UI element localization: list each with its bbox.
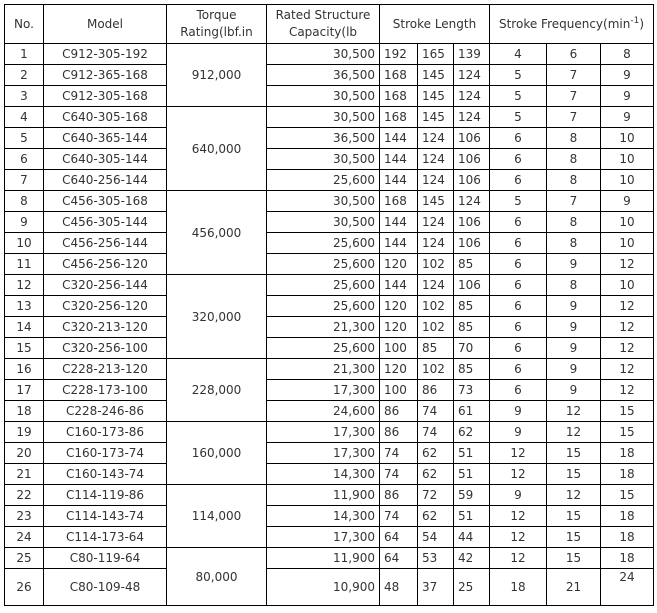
spec-table — [4, 4, 654, 606]
stroke-length-cell: 86 — [380, 422, 418, 443]
stroke-frequency-cell: 9 — [547, 254, 601, 275]
capacity-cell: 36,500 — [267, 65, 380, 86]
stroke-length-cell: 144 — [380, 149, 418, 170]
stroke-length-cell: 124 — [454, 65, 490, 86]
table-row — [5, 44, 654, 65]
stroke-frequency-cell: 6 — [490, 359, 547, 380]
stroke-frequency-cell: 8 — [547, 149, 601, 170]
stroke-length-cell: 74 — [380, 443, 418, 464]
model-cell: C640-305-144 — [44, 149, 167, 170]
stroke-frequency-cell: 15 — [601, 422, 654, 443]
stroke-length-cell: 86 — [380, 485, 418, 506]
stroke-frequency-cell: 4 — [490, 44, 547, 65]
stroke-frequency-cell: 18 — [601, 527, 654, 548]
stroke-length-cell: 100 — [380, 380, 418, 401]
row-number: 2 — [5, 65, 44, 86]
stroke-frequency-cell: 18 — [601, 506, 654, 527]
header-stroke-frequency-exponent: -1 — [630, 15, 640, 26]
capacity-cell: 17,300 — [267, 380, 380, 401]
capacity-cell: 11,900 — [267, 485, 380, 506]
capacity-cell: 25,600 — [267, 338, 380, 359]
stroke-length-cell: 124 — [418, 149, 454, 170]
stroke-length-cell: 106 — [454, 212, 490, 233]
stroke-frequency-cell: 12 — [490, 548, 547, 569]
row-number: 3 — [5, 86, 44, 107]
stroke-length-cell: 85 — [454, 296, 490, 317]
row-number: 15 — [5, 338, 44, 359]
stroke-frequency-cell: 10 — [601, 233, 654, 254]
stroke-length-cell: 144 — [380, 275, 418, 296]
header-stroke-frequency-close: ) — [639, 16, 645, 31]
model-cell: C228-213-120 — [44, 359, 167, 380]
stroke-frequency-cell: 15 — [547, 548, 601, 569]
row-number: 20 — [5, 443, 44, 464]
capacity-cell: 25,600 — [267, 233, 380, 254]
stroke-frequency-cell: 18 — [601, 443, 654, 464]
stroke-length-cell: 144 — [380, 212, 418, 233]
stroke-length-cell: 124 — [454, 86, 490, 107]
table-row — [5, 317, 654, 338]
table-row — [5, 170, 654, 191]
row-number: 18 — [5, 401, 44, 422]
model-cell: C320-256-144 — [44, 275, 167, 296]
row-number: 1 — [5, 44, 44, 65]
stroke-length-cell: 124 — [418, 275, 454, 296]
stroke-length-cell: 124 — [418, 233, 454, 254]
stroke-length-cell: 86 — [380, 401, 418, 422]
stroke-frequency-cell: 6 — [547, 44, 601, 65]
model-cell: C320-256-120 — [44, 296, 167, 317]
stroke-frequency-cell: 18 — [490, 569, 547, 606]
stroke-frequency-cell: 9 — [601, 65, 654, 86]
stroke-length-cell: 72 — [418, 485, 454, 506]
table-row — [5, 233, 654, 254]
stroke-length-cell: 62 — [418, 506, 454, 527]
model-cell: C114-143-74 — [44, 506, 167, 527]
capacity-cell: 11,900 — [267, 548, 380, 569]
stroke-frequency-cell: 15 — [601, 401, 654, 422]
stroke-frequency-cell: 6 — [490, 296, 547, 317]
table-row — [5, 65, 654, 86]
header-torque: Torque Rating(lbf.in — [167, 5, 267, 44]
spec-table-wrapper — [4, 4, 654, 606]
capacity-cell: 17,300 — [267, 422, 380, 443]
stroke-frequency-cell: 24 — [601, 569, 654, 606]
table-row — [5, 443, 654, 464]
table-row — [5, 464, 654, 485]
row-number: 6 — [5, 149, 44, 170]
stroke-length-cell: 165 — [418, 44, 454, 65]
stroke-frequency-cell: 12 — [601, 359, 654, 380]
stroke-frequency-cell: 9 — [547, 296, 601, 317]
table-row — [5, 506, 654, 527]
stroke-frequency-cell: 6 — [490, 380, 547, 401]
capacity-cell: 30,500 — [267, 86, 380, 107]
torque-rating-cell: 640,000 — [167, 107, 267, 191]
stroke-length-cell: 102 — [418, 317, 454, 338]
stroke-frequency-cell: 9 — [547, 380, 601, 401]
stroke-length-cell: 106 — [454, 128, 490, 149]
stroke-length-cell: 120 — [380, 359, 418, 380]
stroke-frequency-cell: 8 — [547, 233, 601, 254]
stroke-length-cell: 74 — [380, 506, 418, 527]
stroke-length-cell: 70 — [454, 338, 490, 359]
stroke-length-cell: 145 — [418, 107, 454, 128]
stroke-length-cell: 74 — [418, 401, 454, 422]
table-row — [5, 296, 654, 317]
row-number: 8 — [5, 191, 44, 212]
table-row — [5, 527, 654, 548]
capacity-cell: 30,500 — [267, 44, 380, 65]
stroke-length-cell: 106 — [454, 149, 490, 170]
table-row — [5, 485, 654, 506]
stroke-frequency-cell: 8 — [547, 128, 601, 149]
stroke-frequency-cell: 5 — [490, 191, 547, 212]
stroke-length-cell: 139 — [454, 44, 490, 65]
stroke-frequency-cell: 7 — [547, 86, 601, 107]
stroke-length-cell: 73 — [454, 380, 490, 401]
stroke-length-cell: 51 — [454, 464, 490, 485]
header-no: No. — [5, 5, 44, 44]
stroke-length-cell: 85 — [454, 317, 490, 338]
stroke-length-cell: 124 — [454, 107, 490, 128]
header-row — [5, 5, 654, 44]
model-cell: C114-173-64 — [44, 527, 167, 548]
stroke-length-cell: 102 — [418, 254, 454, 275]
model-cell: C456-256-144 — [44, 233, 167, 254]
stroke-length-cell: 120 — [380, 296, 418, 317]
stroke-frequency-cell: 7 — [547, 191, 601, 212]
capacity-cell: 21,300 — [267, 359, 380, 380]
row-number: 24 — [5, 527, 44, 548]
table-row — [5, 254, 654, 275]
stroke-length-cell: 64 — [380, 527, 418, 548]
stroke-frequency-cell: 21 — [547, 569, 601, 606]
capacity-cell: 14,300 — [267, 464, 380, 485]
stroke-frequency-cell: 6 — [490, 338, 547, 359]
stroke-length-cell: 168 — [380, 86, 418, 107]
table-row — [5, 86, 654, 107]
capacity-cell: 17,300 — [267, 527, 380, 548]
capacity-cell: 25,600 — [267, 296, 380, 317]
stroke-frequency-cell: 10 — [601, 128, 654, 149]
torque-rating-cell: 320,000 — [167, 275, 267, 359]
stroke-frequency-cell: 6 — [490, 128, 547, 149]
stroke-length-cell: 145 — [418, 191, 454, 212]
stroke-length-cell: 62 — [418, 464, 454, 485]
stroke-length-cell: 120 — [380, 317, 418, 338]
stroke-length-cell: 86 — [418, 380, 454, 401]
stroke-length-cell: 74 — [380, 464, 418, 485]
row-number: 7 — [5, 170, 44, 191]
stroke-frequency-cell: 15 — [547, 443, 601, 464]
model-cell: C456-256-120 — [44, 254, 167, 275]
row-number: 23 — [5, 506, 44, 527]
stroke-frequency-cell: 9 — [490, 485, 547, 506]
row-number: 9 — [5, 212, 44, 233]
model-cell: C320-213-120 — [44, 317, 167, 338]
row-number: 19 — [5, 422, 44, 443]
stroke-frequency-cell: 6 — [490, 254, 547, 275]
stroke-length-cell: 168 — [380, 191, 418, 212]
stroke-length-cell: 145 — [418, 86, 454, 107]
stroke-frequency-cell: 12 — [490, 506, 547, 527]
table-row — [5, 275, 654, 296]
stroke-length-cell: 74 — [418, 422, 454, 443]
stroke-frequency-cell: 9 — [547, 359, 601, 380]
stroke-frequency-cell: 6 — [490, 275, 547, 296]
torque-rating-cell: 160,000 — [167, 422, 267, 485]
stroke-length-cell: 102 — [418, 296, 454, 317]
table-row — [5, 422, 654, 443]
stroke-length-cell: 106 — [454, 275, 490, 296]
stroke-frequency-cell: 8 — [547, 170, 601, 191]
stroke-frequency-cell: 15 — [547, 506, 601, 527]
capacity-cell: 25,600 — [267, 254, 380, 275]
capacity-cell: 10,900 — [267, 569, 380, 606]
stroke-length-cell: 168 — [380, 65, 418, 86]
stroke-length-cell: 124 — [454, 191, 490, 212]
stroke-frequency-cell: 5 — [490, 65, 547, 86]
stroke-length-cell: 42 — [454, 548, 490, 569]
table-row — [5, 191, 654, 212]
model-cell: C80-119-64 — [44, 548, 167, 569]
stroke-frequency-cell: 6 — [490, 149, 547, 170]
capacity-cell: 30,500 — [267, 107, 380, 128]
stroke-frequency-cell: 9 — [547, 338, 601, 359]
table-row — [5, 212, 654, 233]
stroke-frequency-cell: 5 — [490, 107, 547, 128]
table-body — [5, 44, 654, 606]
header-model: Model — [44, 5, 167, 44]
stroke-frequency-cell: 9 — [601, 86, 654, 107]
stroke-length-cell: 85 — [454, 254, 490, 275]
stroke-frequency-cell: 10 — [601, 212, 654, 233]
stroke-length-cell: 59 — [454, 485, 490, 506]
model-cell: C160-143-74 — [44, 464, 167, 485]
stroke-length-cell: 145 — [418, 65, 454, 86]
capacity-cell: 14,300 — [267, 506, 380, 527]
torque-rating-cell: 114,000 — [167, 485, 267, 548]
model-cell: C912-305-168 — [44, 86, 167, 107]
table-row — [5, 338, 654, 359]
stroke-length-cell: 37 — [418, 569, 454, 606]
row-number: 25 — [5, 548, 44, 569]
model-cell: C228-173-100 — [44, 380, 167, 401]
capacity-cell: 30,500 — [267, 212, 380, 233]
stroke-length-cell: 48 — [380, 569, 418, 606]
table-row — [5, 149, 654, 170]
model-cell: C640-256-144 — [44, 170, 167, 191]
model-cell: C160-173-86 — [44, 422, 167, 443]
header-capacity: Rated Structure Capacity(lb — [267, 5, 380, 44]
row-number: 26 — [5, 569, 44, 606]
capacity-cell: 25,600 — [267, 170, 380, 191]
stroke-length-cell: 144 — [380, 233, 418, 254]
stroke-frequency-cell: 10 — [601, 149, 654, 170]
model-cell: C320-256-100 — [44, 338, 167, 359]
stroke-length-cell: 62 — [454, 422, 490, 443]
header-stroke-frequency-label: Stroke Frequency(min — [498, 16, 631, 31]
stroke-frequency-cell: 12 — [601, 317, 654, 338]
table-row — [5, 548, 654, 569]
torque-rating-cell: 912,000 — [167, 44, 267, 107]
torque-rating-cell: 80,000 — [167, 548, 267, 606]
stroke-length-cell: 85 — [454, 359, 490, 380]
stroke-length-cell: 168 — [380, 107, 418, 128]
row-number: 22 — [5, 485, 44, 506]
row-number: 4 — [5, 107, 44, 128]
stroke-frequency-cell: 5 — [490, 86, 547, 107]
table-row — [5, 128, 654, 149]
capacity-cell: 25,600 — [267, 275, 380, 296]
stroke-frequency-cell: 15 — [547, 527, 601, 548]
stroke-length-cell: 51 — [454, 506, 490, 527]
row-number: 11 — [5, 254, 44, 275]
table-row — [5, 401, 654, 422]
stroke-length-cell: 64 — [380, 548, 418, 569]
table-row — [5, 380, 654, 401]
capacity-cell: 24,600 — [267, 401, 380, 422]
row-number: 12 — [5, 275, 44, 296]
stroke-frequency-cell: 18 — [601, 464, 654, 485]
model-cell: C912-365-168 — [44, 65, 167, 86]
stroke-frequency-cell: 9 — [490, 401, 547, 422]
model-cell: C456-305-144 — [44, 212, 167, 233]
stroke-frequency-cell: 10 — [601, 275, 654, 296]
stroke-frequency-cell: 6 — [490, 233, 547, 254]
stroke-length-cell: 106 — [454, 233, 490, 254]
model-cell: C456-305-168 — [44, 191, 167, 212]
stroke-length-cell: 54 — [418, 527, 454, 548]
stroke-frequency-cell: 9 — [490, 422, 547, 443]
row-number: 5 — [5, 128, 44, 149]
stroke-frequency-cell: 9 — [601, 191, 654, 212]
stroke-length-cell: 51 — [454, 443, 490, 464]
row-number: 13 — [5, 296, 44, 317]
stroke-frequency-cell: 6 — [490, 317, 547, 338]
stroke-frequency-cell: 12 — [547, 401, 601, 422]
torque-rating-cell: 228,000 — [167, 359, 267, 422]
stroke-frequency-cell: 15 — [601, 485, 654, 506]
model-cell: C228-246-86 — [44, 401, 167, 422]
stroke-frequency-cell: 12 — [490, 527, 547, 548]
stroke-length-cell: 61 — [454, 401, 490, 422]
stroke-length-cell: 102 — [418, 359, 454, 380]
row-number: 21 — [5, 464, 44, 485]
stroke-frequency-cell: 9 — [601, 107, 654, 128]
stroke-frequency-cell: 12 — [547, 422, 601, 443]
model-cell: C640-305-168 — [44, 107, 167, 128]
row-number: 16 — [5, 359, 44, 380]
stroke-frequency-cell: 9 — [547, 317, 601, 338]
capacity-cell: 36,500 — [267, 128, 380, 149]
stroke-frequency-cell: 12 — [601, 338, 654, 359]
stroke-frequency-cell: 12 — [547, 485, 601, 506]
stroke-length-cell: 62 — [418, 443, 454, 464]
capacity-cell: 17,300 — [267, 443, 380, 464]
model-cell: C640-365-144 — [44, 128, 167, 149]
model-cell: C160-173-74 — [44, 443, 167, 464]
stroke-frequency-cell: 10 — [601, 170, 654, 191]
stroke-frequency-cell: 12 — [490, 464, 547, 485]
row-number: 14 — [5, 317, 44, 338]
stroke-length-cell: 192 — [380, 44, 418, 65]
table-row — [5, 107, 654, 128]
model-cell: C114-119-86 — [44, 485, 167, 506]
stroke-length-cell: 144 — [380, 128, 418, 149]
model-cell: C912-305-192 — [44, 44, 167, 65]
stroke-length-cell: 44 — [454, 527, 490, 548]
stroke-frequency-cell: 18 — [601, 548, 654, 569]
header-stroke-length: Stroke Length — [380, 5, 490, 44]
header-stroke-frequency — [490, 5, 654, 44]
stroke-frequency-cell: 12 — [601, 380, 654, 401]
stroke-length-cell: 124 — [418, 170, 454, 191]
stroke-frequency-cell: 7 — [547, 65, 601, 86]
stroke-frequency-cell: 6 — [490, 170, 547, 191]
capacity-cell: 30,500 — [267, 191, 380, 212]
stroke-length-cell: 124 — [418, 128, 454, 149]
stroke-length-cell: 106 — [454, 170, 490, 191]
stroke-length-cell: 120 — [380, 254, 418, 275]
stroke-frequency-cell: 6 — [490, 212, 547, 233]
table-row — [5, 569, 654, 606]
capacity-cell: 21,300 — [267, 317, 380, 338]
stroke-frequency-cell: 7 — [547, 107, 601, 128]
stroke-frequency-cell: 8 — [547, 275, 601, 296]
stroke-length-cell: 100 — [380, 338, 418, 359]
stroke-length-cell: 25 — [454, 569, 490, 606]
model-cell: C80-109-48 — [44, 569, 167, 606]
stroke-length-cell: 85 — [418, 338, 454, 359]
stroke-frequency-cell: 8 — [547, 212, 601, 233]
torque-rating-cell: 456,000 — [167, 191, 267, 275]
row-number: 17 — [5, 380, 44, 401]
stroke-length-cell: 144 — [380, 170, 418, 191]
stroke-frequency-cell: 15 — [547, 464, 601, 485]
capacity-cell: 30,500 — [267, 149, 380, 170]
stroke-frequency-cell: 12 — [601, 254, 654, 275]
stroke-frequency-cell: 12 — [601, 296, 654, 317]
stroke-frequency-cell: 12 — [490, 443, 547, 464]
stroke-length-cell: 124 — [418, 212, 454, 233]
stroke-length-cell: 53 — [418, 548, 454, 569]
table-row — [5, 359, 654, 380]
stroke-frequency-cell: 8 — [601, 44, 654, 65]
row-number: 10 — [5, 233, 44, 254]
